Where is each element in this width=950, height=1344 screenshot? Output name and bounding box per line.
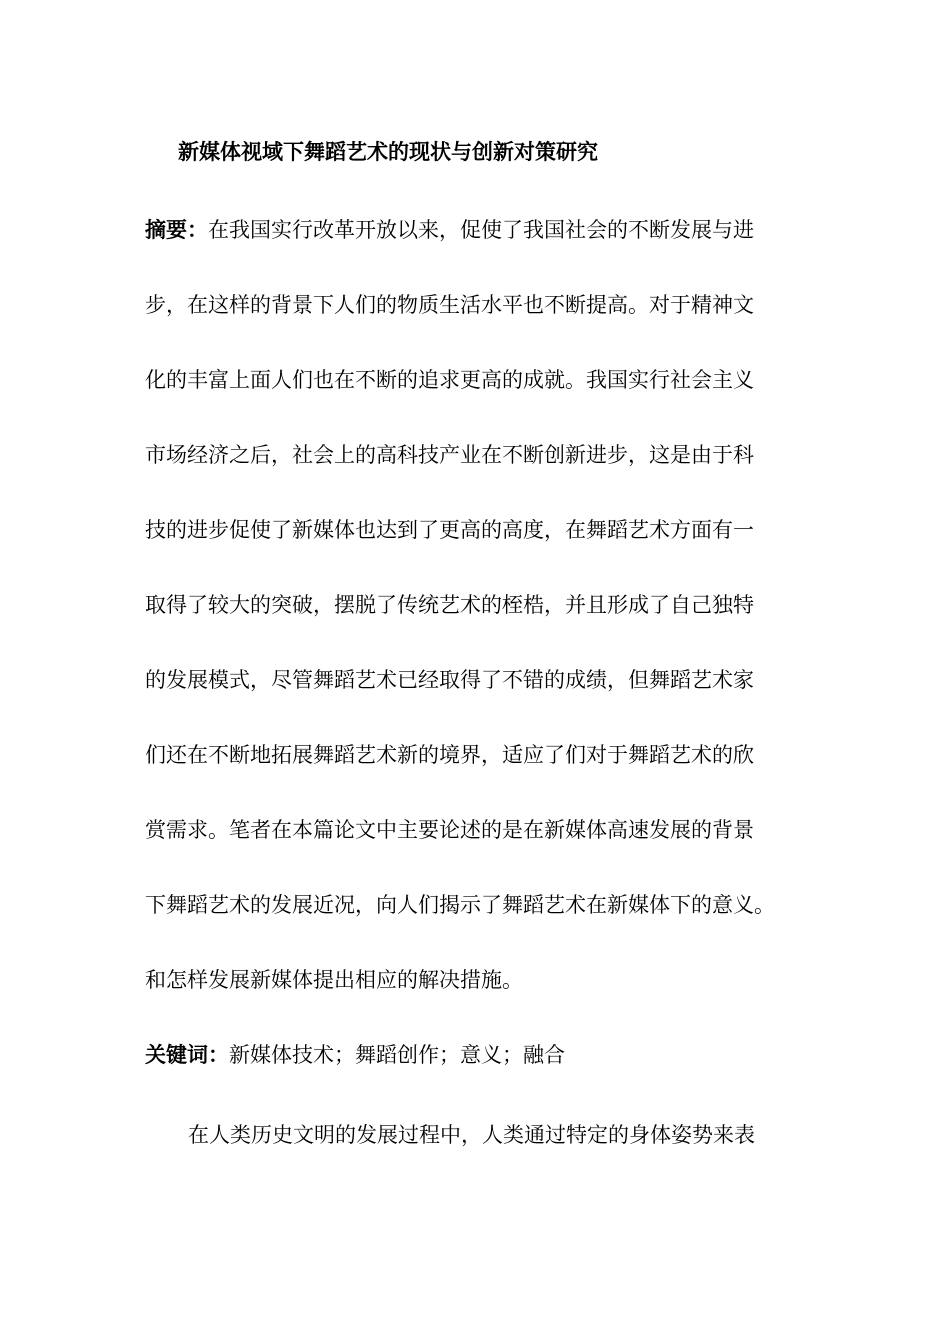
abstract-text: 在我国实行改革开放以来，促使了我国社会的不断发展与进 (208, 218, 754, 242)
abstract-line: 化的丰富上面人们也在不断的追求更高的成就。我国实行社会主义 (145, 368, 754, 392)
abstract-line (145, 216, 754, 244)
document-title: 新媒体视域下舞蹈艺术的现状与创新对策研究 (178, 139, 598, 164)
abstract-line: 步，在这样的背景下人们的物质生活水平也不断提高。对于精神文 (145, 293, 754, 317)
keywords-text: 新媒体技术；舞蹈创作；意义；融合 (229, 1043, 565, 1067)
abstract-line: 赏需求。笔者在本篇论文中主要论述的是在新媒体高速发展的背景 (145, 818, 754, 842)
keywords-label: 关键词： (145, 1042, 229, 1067)
abstract-label: 摘要： (145, 217, 208, 242)
keywords-line (145, 1041, 565, 1069)
abstract-line: 和怎样发展新媒体提出相应的解决措施。 (145, 968, 523, 992)
abstract-line: 取得了较大的突破，摆脱了传统艺术的桎梏，并且形成了自己独特 (145, 593, 754, 617)
abstract-line: 下舞蹈艺术的发展近况，向人们揭示了舞蹈艺术在新媒体下的意义。 (145, 893, 775, 917)
abstract-line: 们还在不断地拓展舞蹈艺术新的境界，适应了们对于舞蹈艺术的欣 (145, 743, 754, 767)
abstract-line: 技的进步促使了新媒体也达到了更高的高度，在舞蹈艺术方面有一 (145, 518, 754, 542)
abstract-line: 的发展模式，尽管舞蹈艺术已经取得了不错的成绩，但舞蹈艺术家 (145, 668, 754, 692)
body-paragraph-line: 在人类历史文明的发展过程中，人类通过特定的身体姿势来表 (188, 1123, 755, 1147)
abstract-line: 市场经济之后，社会上的高科技产业在不断创新进步，这是由于科 (145, 443, 754, 467)
